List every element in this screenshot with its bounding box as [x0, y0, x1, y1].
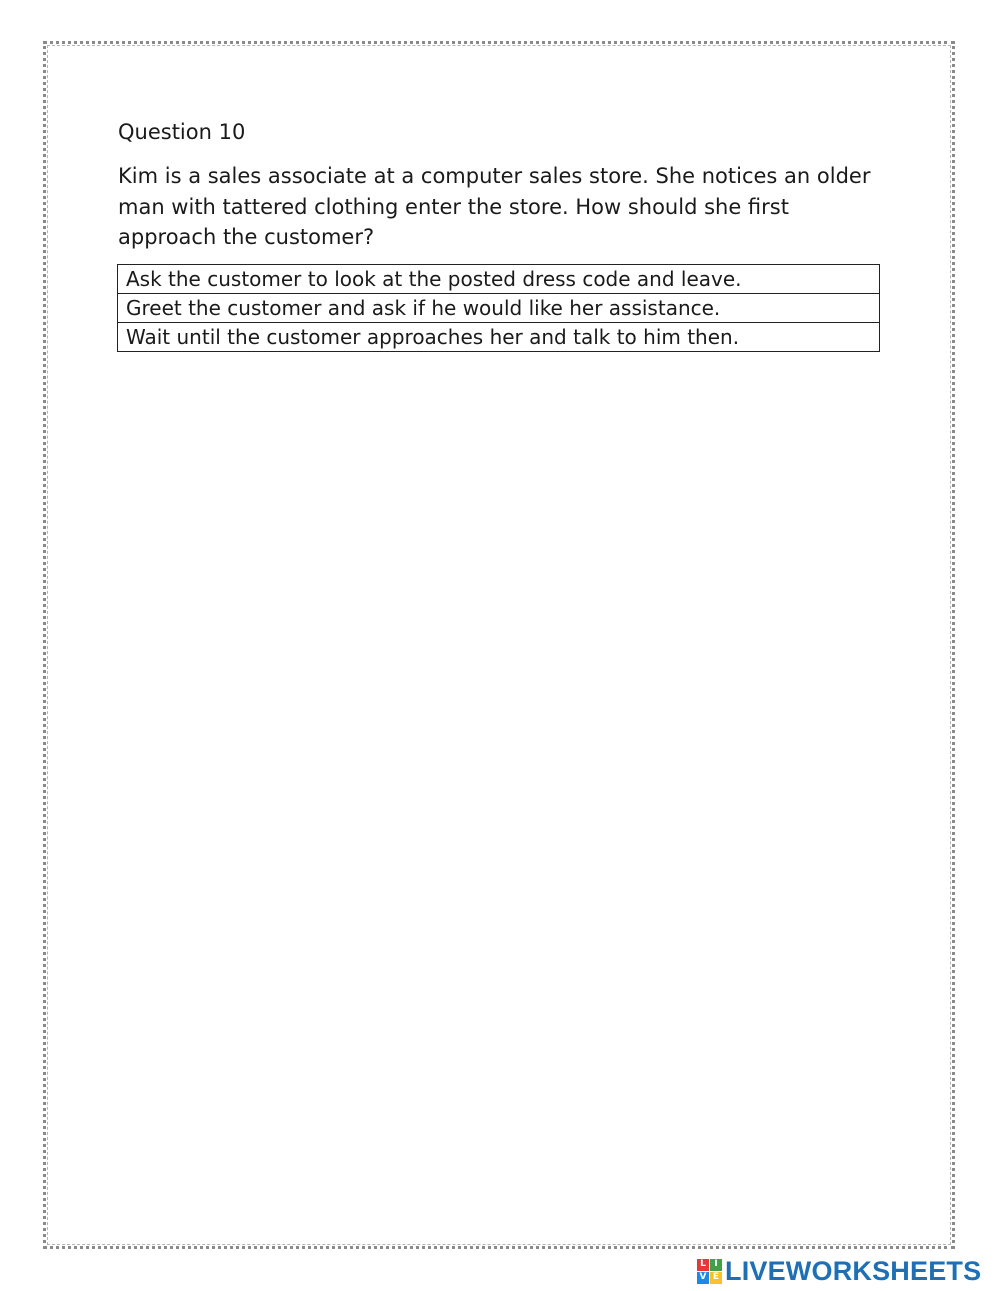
liveworksheets-wordmark: LIVEWORKSHEETS: [725, 1256, 982, 1286]
answer-option-row: [118, 323, 880, 352]
question-text: Kim is a sales associate at a computer sales store. She notices an older man with tattered clothing enter the store. How should she first approach the customer?: [118, 164, 871, 249]
logo-letter-l: L: [697, 1259, 709, 1271]
answer-option-row: [118, 294, 880, 323]
question-number: Question 10: [118, 120, 246, 144]
answer-options-table: [117, 264, 880, 352]
logo-letter-v: V: [697, 1272, 709, 1284]
answer-option-1[interactable]: Ask the customer to look at the posted dress code and leave.: [118, 265, 880, 294]
logo-letter-i: I: [710, 1259, 722, 1271]
answer-option-2[interactable]: Greet the customer and ask if he would like her assistance.: [118, 294, 880, 323]
liveworksheets-logo-icon: [697, 1259, 722, 1284]
answer-option-3[interactable]: Wait until the customer approaches her and talk to him then.: [118, 323, 880, 352]
answer-option-row: [118, 265, 880, 294]
logo-letter-e: E: [710, 1272, 722, 1284]
liveworksheets-logo: [697, 1257, 981, 1285]
